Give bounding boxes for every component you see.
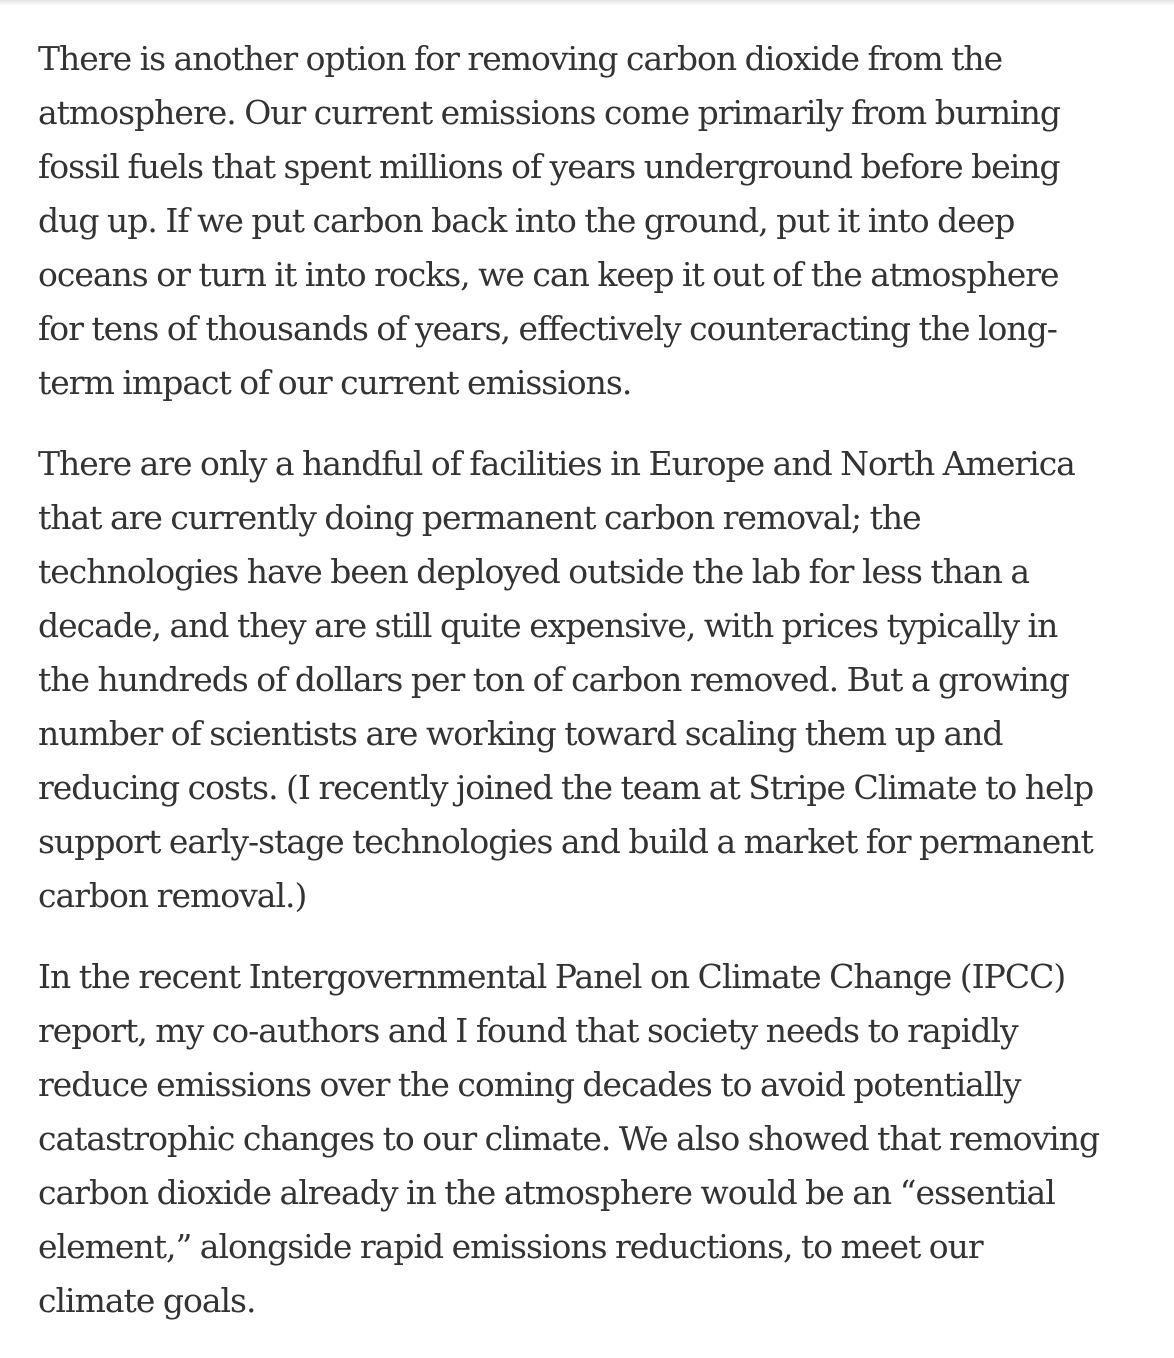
paragraph-line: number of scientists are working toward scaling them up and — [38, 714, 1003, 753]
paragraph-line: fossil fuels that spent millions of years underground before being — [38, 147, 1060, 186]
paragraph-line: There is another option for removing carbon dioxide from the — [38, 39, 1003, 78]
paragraph-line: decade, and they are still quite expensive, with prices typically in — [38, 606, 1058, 645]
paragraph-line: term impact of our current emissions. — [38, 363, 632, 402]
paragraph-line: dug up. If we put carbon back into the ground, put it into deep — [38, 201, 1015, 240]
article-body — [38, 32, 1138, 1328]
paragraph-line: element,” alongside rapid emissions reductions, to meet our — [38, 1227, 983, 1266]
paragraph-line: catastrophic changes to our climate. We also showed that removing — [38, 1119, 1100, 1158]
paragraph-line: There are only a handful of facilities in Europe and North America — [38, 444, 1075, 483]
paragraph-line: technologies have been deployed outside the lab for less than a — [38, 552, 1029, 591]
top-divider — [0, 0, 1174, 6]
paragraph-line: support early-stage technologies and build a market for permanent — [38, 822, 1093, 861]
paragraph-line: for tens of thousands of years, effectively counteracting the long- — [38, 309, 1057, 348]
paragraph-2 — [38, 437, 1138, 923]
paragraph-line: In the recent Intergovernmental Panel on Climate Change (IPCC) — [38, 957, 1066, 996]
paragraph-line: climate goals. — [38, 1281, 256, 1320]
paragraph-line: oceans or turn it into rocks, we can keep it out of the atmosphere — [38, 255, 1059, 294]
paragraph-line: the hundreds of dollars per ton of carbon removed. But a growing — [38, 660, 1069, 699]
paragraph-line: atmosphere. Our current emissions come primarily from burning — [38, 93, 1061, 132]
paragraph-line: report, my co-authors and I found that society needs to rapidly — [38, 1011, 1018, 1050]
paragraph-3 — [38, 950, 1138, 1328]
paragraph-line: reducing costs. (I recently joined the team at Stripe Climate to help — [38, 768, 1094, 807]
paragraph-line: carbon dioxide already in the atmosphere would be an “essential — [38, 1173, 1055, 1212]
paragraph-line: that are currently doing permanent carbon removal; the — [38, 498, 921, 537]
paragraph-line: carbon removal.) — [38, 876, 307, 915]
paragraph-line: reduce emissions over the coming decades to avoid potentially — [38, 1065, 1021, 1104]
paragraph-1 — [38, 32, 1138, 410]
